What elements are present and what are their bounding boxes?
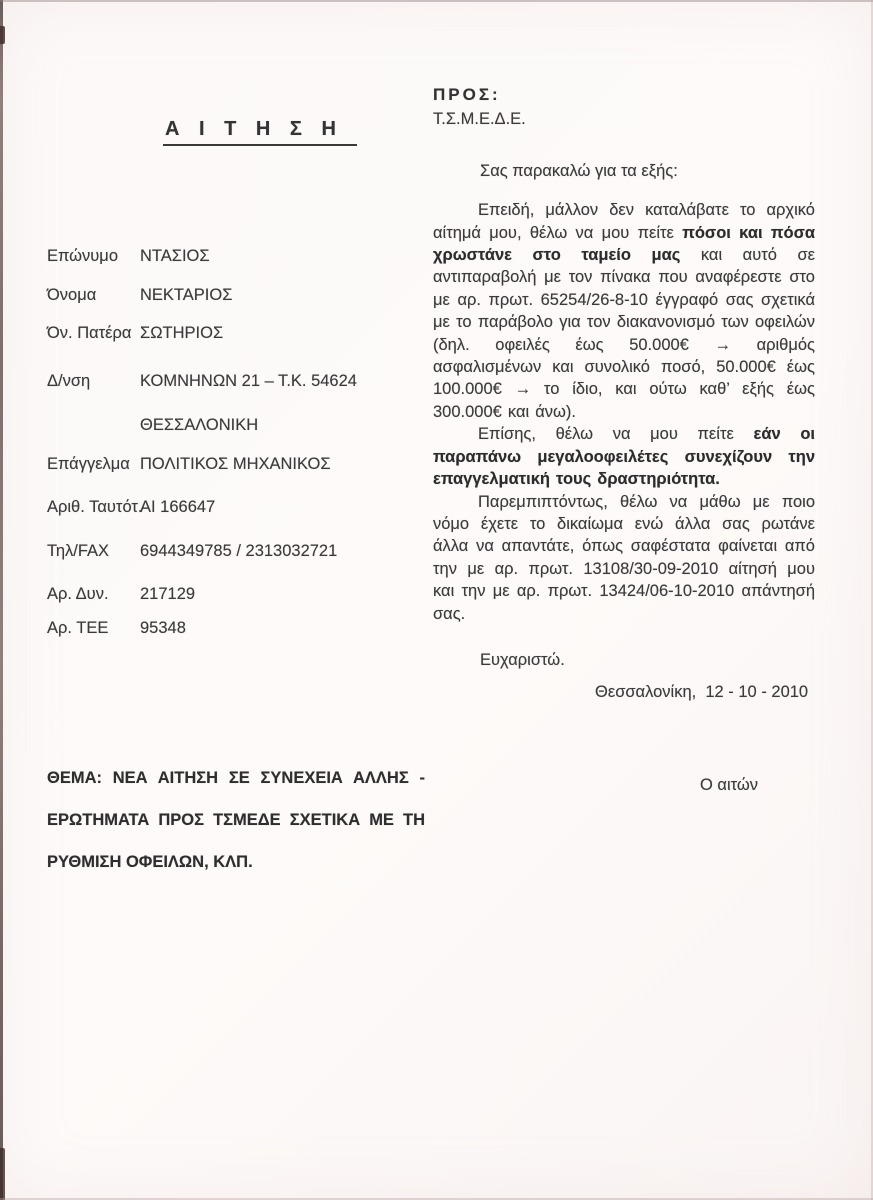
field-label: Όνομα	[47, 286, 97, 304]
recipient-label: ΠΡΟΣ:	[433, 85, 501, 104]
field-label: Δ/νση	[47, 372, 91, 390]
letter-body-column	[433, 84, 815, 671]
field-row-father-name	[47, 324, 427, 343]
field-row-id-number	[47, 498, 427, 517]
field-value: ΣΩΤΗΡΙΟΣ	[140, 324, 224, 342]
field-row-tee-number	[47, 619, 427, 638]
paragraph-1-pre: Επειδή, μάλλον δεν καταλάβατε το αρχικό αίτημά μου, θέλω να μου πείτε	[433, 201, 815, 242]
field-row-city	[47, 416, 427, 435]
field-row-registry-number	[47, 585, 427, 604]
scan-mark-bottom-left	[0, 1148, 5, 1200]
paragraph-3: Παρεμπιπτόντως, θέλω να μάθω με ποιο νόμο έχετε το δικαίωμα ενώ άλλα σας ρωτάνε άλλα να απαντάτε, όπως σαφέστατα φαίνεται από την με αρ. πρωτ. 13108/30-09-2010 αίτησή μου και την με αρ. πρωτ. 13424/06-10-2010 απάντησή σας.	[433, 492, 815, 623]
subject-line-2: ΕΡΩΤΗΜΑΤΑ ΠΡΟΣ ΤΣΜΕΔΕ ΣΧΕΤΙΚΑ ΜΕ ΤΗ	[47, 811, 425, 829]
body-paragraphs	[433, 199, 815, 625]
paragraph-1	[433, 199, 815, 423]
recipient-value: Τ.Σ.Μ.Ε.Δ.Ε.	[433, 110, 526, 129]
scan-mark-top-left	[0, 26, 5, 44]
field-row-phone-fax	[47, 542, 427, 561]
subject-line-3: ΡΥΘΜΙΣΗ ΟΦΕΙΛΩΝ, ΚΛΠ.	[47, 853, 253, 871]
subject-line-1: ΘΕΜΑ: ΝΕΑ ΑΙΤΗΣΗ ΣΕ ΣΥΝΕΧΕΙΑ ΑΛΛΗΣ -	[47, 769, 425, 787]
field-label: Αρ. Δυν.	[47, 585, 109, 603]
field-value: ΝΤΑΣΙΟΣ	[140, 247, 210, 265]
field-row-address	[47, 372, 427, 391]
field-label: Επώνυμο	[47, 247, 118, 265]
paragraph-2-bold: εάν οι παραπάνω μεγαλοοφειλέτες συνεχίζουν την επαγγελματική τους δραστηριότητα.	[433, 425, 816, 489]
field-value: ΚΟΜΝΗΝΩΝ 21 – Τ.Κ. 54624	[140, 372, 357, 390]
field-value: ΝΕΚΤΑΡΙΟΣ	[140, 286, 233, 304]
field-value: ΑΙ 166647	[140, 498, 216, 516]
signature-label: Ο αιτών	[700, 776, 759, 794]
document-title: Α Ι Τ Η Σ Η	[163, 118, 357, 146]
place-and-date: Θεσσαλονίκη, 12 - 10 - 2010	[595, 683, 809, 701]
field-label: Όν. Πατέρα	[47, 324, 132, 342]
field-row-firstname	[47, 286, 427, 305]
paragraph-1-bold: πόσοι και πόσα χρωστάνε στο ταμείο μας	[433, 223, 815, 265]
field-value: ΠΟΛΙΤΙΚΟΣ ΜΗΧΑΝΙΚΟΣ	[140, 455, 331, 473]
field-label: Τηλ/FAX	[47, 542, 110, 560]
paragraph-1-post: και αυτό σε αντιπαραβολή με τον πίνακα που αναφέρεστε στο με αρ. πρωτ. 65254/26-8-10 έγγραφό σας σχετικά με το παράβολο για τον διακανονισμό των οφειλών (δηλ. οφειλές έως 50.000€ → αριθμός ασφαλισμένων και συνολικό ποσό, 50.000€ έως 100.000€ → το ίδιο, και ούτω καθ’ εξής έως 300.000€ και άνω).	[433, 246, 815, 421]
field-value: 95348	[140, 619, 186, 637]
field-row-profession	[47, 455, 427, 474]
paragraph-2	[433, 423, 815, 490]
scan-edge-left	[0, 0, 3, 1200]
field-row-surname	[47, 247, 427, 266]
field-value: 6944349785 / 2313032721	[140, 542, 338, 560]
thanks-line: Ευχαριστώ.	[480, 650, 565, 669]
paragraph-2-pre: Επίσης, θέλω να μου πείτε	[478, 425, 754, 444]
courtesy-line: Σας παρακαλώ για τα εξής:	[480, 161, 678, 180]
field-label: Αριθ. Ταυτότ.	[47, 498, 143, 516]
field-value: 217129	[140, 585, 196, 603]
field-value: ΘΕΣΣΑΛΟΝΙΚΗ	[140, 416, 259, 434]
scan-edge-top	[0, 0, 873, 2]
field-label: Επάγγελμα	[47, 455, 130, 473]
field-label: Αρ. ΤΕΕ	[47, 619, 109, 637]
subject-block	[47, 757, 425, 883]
